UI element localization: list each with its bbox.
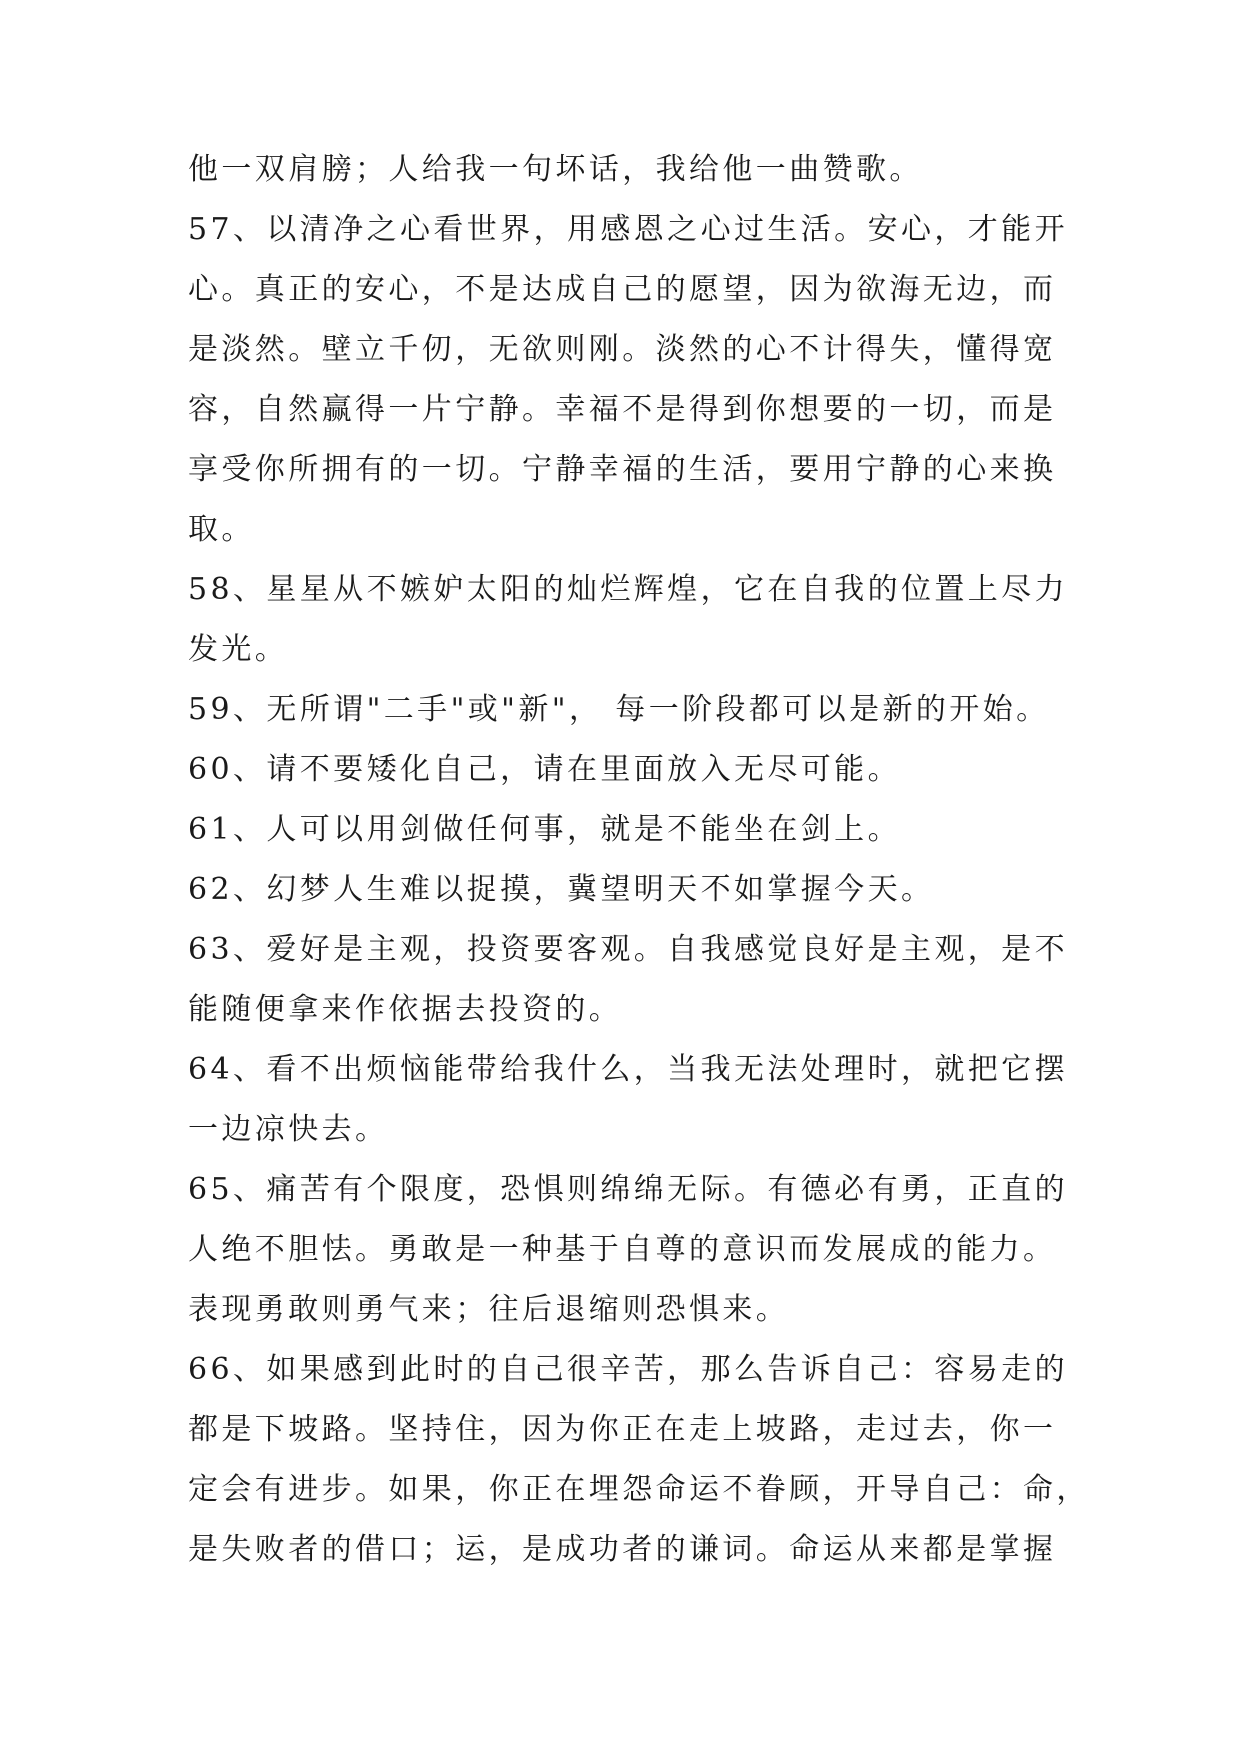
text-line: 61、人可以用剑做任何事，就是不能坐在剑上。 bbox=[188, 812, 901, 847]
text-line: 是失败者的借口；运，是成功者的谦词。命运从来都是掌握 bbox=[188, 1532, 1057, 1567]
text-line: 63、爱好是主观，投资要客观。自我感觉良好是主观，是不 bbox=[188, 932, 1068, 967]
text-line: 62、幻梦人生难以捉摸，冀望明天不如掌握今天。 bbox=[188, 872, 935, 907]
text-line: 心。真正的安心，不是达成自己的愿望，因为欲海无边，而 bbox=[188, 272, 1057, 307]
text-line: 表现勇敢则勇气来；往后退缩则恐惧来。 bbox=[188, 1292, 790, 1327]
text-line: 65、痛苦有个限度，恐惧则绵绵无际。有德必有勇，正直的 bbox=[188, 1172, 1068, 1207]
text-line: 64、看不出烦恼能带给我什么，当我无法处理时，就把它摆 bbox=[188, 1052, 1068, 1087]
text-line: 发光。 bbox=[188, 632, 289, 667]
text-line: 58、星星从不嫉妒太阳的灿烂辉煌，它在自我的位置上尽力 bbox=[188, 572, 1068, 607]
text-line: 59、无所谓"二手"或"新"， 每一阶段都可以是新的开始。 bbox=[188, 692, 1050, 727]
text-line: 定会有进步。如果，你正在埋怨命运不眷顾，开导自己：命， bbox=[188, 1472, 1090, 1507]
text-line: 人绝不胆怯。勇敢是一种基于自尊的意识而发展成的能力。 bbox=[188, 1232, 1057, 1267]
text-line: 容，自然赢得一片宁静。幸福不是得到你想要的一切，而是 bbox=[188, 392, 1057, 427]
text-line: 一边凉快去。 bbox=[188, 1112, 389, 1147]
text-line: 都是下坡路。坚持住，因为你正在走上坡路，走过去，你一 bbox=[188, 1412, 1057, 1447]
text-line: 享受你所拥有的一切。宁静幸福的生活，要用宁静的心来换 bbox=[188, 452, 1057, 487]
text-line: 能随便拿来作依据去投资的。 bbox=[188, 992, 623, 1027]
text-line: 取。 bbox=[188, 512, 255, 547]
text-line: 他一双肩膀；人给我一句坏话，我给他一曲赞歌。 bbox=[188, 152, 923, 187]
text-line: 57、以清净之心看世界，用感恩之心过生活。安心，才能开 bbox=[188, 212, 1068, 247]
text-line: 66、如果感到此时的自己很辛苦，那么告诉自己：容易走的 bbox=[188, 1352, 1068, 1387]
text-line: 是淡然。壁立千仞，无欲则刚。淡然的心不计得失，懂得宽 bbox=[188, 332, 1057, 367]
text-line: 60、请不要矮化自己，请在里面放入无尽可能。 bbox=[188, 752, 901, 787]
